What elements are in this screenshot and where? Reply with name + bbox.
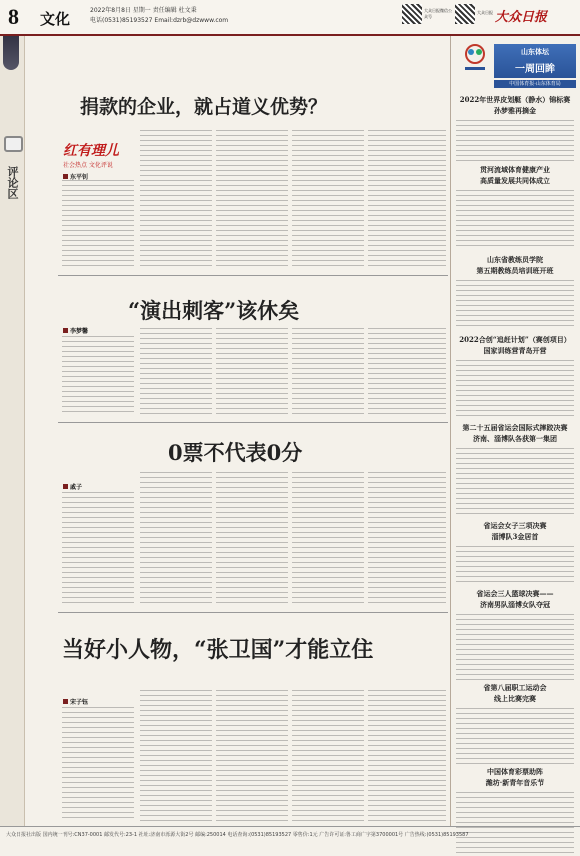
text-block xyxy=(456,360,574,420)
sports-headline-6: 省运会女子三项决赛 淄博队3金居首 xyxy=(483,521,547,541)
text-column xyxy=(216,472,288,604)
column-ornament xyxy=(63,140,119,169)
text-column xyxy=(292,690,364,822)
text-column xyxy=(140,328,212,416)
right-panel xyxy=(452,36,578,826)
column-divider xyxy=(450,36,451,826)
sports-headline-4: 2022合创“追赶计划”（赛创项目） 国家训练营青岛开营 xyxy=(459,335,571,355)
qr-code-icon xyxy=(402,4,422,24)
byline-4: 宋子钰 xyxy=(63,697,88,706)
text-column xyxy=(368,472,446,604)
banner-sub: 中国体育报·山东体育局 xyxy=(494,80,576,88)
article-title-4: 当好小人物，“张卫国”才能立住 xyxy=(62,637,374,663)
text-column xyxy=(368,130,446,268)
text-column xyxy=(62,180,134,266)
masthead xyxy=(0,0,580,36)
footer-text: 大众日报社出版 国内统一刊号:CN37-0001 邮发代号:23-1 社址:济南市泺源大街2号 邮编:250014 电话查询:(0531)85193527 零售价:1元 广告许可证:鲁工商广字第3700001号 广告热线:(0531)85193587 xyxy=(6,832,469,838)
text-column xyxy=(62,336,134,416)
text-block xyxy=(456,614,574,680)
text-column xyxy=(292,472,364,604)
newspaper-logo: 大众日报 xyxy=(495,10,548,25)
text-column xyxy=(368,328,446,416)
text-column xyxy=(216,130,288,268)
speech-bubble-icon xyxy=(4,136,23,152)
sidebar-label: 评论区 xyxy=(6,166,19,199)
left-sidebar xyxy=(0,36,25,826)
ornament-subtitle: 社会热点 文化评说 xyxy=(63,162,113,169)
sports-headline-7: 省运会三人篮球决赛—— 济南男队淄博女队夺冠 xyxy=(476,589,554,609)
section-title: 文化 xyxy=(40,10,71,28)
qr2-label: 大众日报 xyxy=(477,10,493,15)
text-block xyxy=(456,120,574,162)
text-block xyxy=(456,190,574,250)
text-column xyxy=(140,690,212,822)
sports-headline-3: 山东省教练员学院 第五期教练员培训班开班 xyxy=(476,255,554,275)
page-number: 8 xyxy=(8,4,19,29)
sports-banner xyxy=(494,44,576,78)
sports-logo-icon xyxy=(457,40,493,76)
sports-headline-5: 第二十五届省运会国际式摔跤决赛 济南、淄博队各获第一集团 xyxy=(462,423,568,443)
text-column xyxy=(368,690,446,822)
sports-headline-2: 贯河流域体育健康产业 高质量发展共同体成立 xyxy=(480,165,550,185)
header-info xyxy=(90,6,228,26)
text-block xyxy=(456,546,574,586)
qr1-label: 大众日报微信公众号 xyxy=(424,8,452,19)
text-column xyxy=(292,130,364,268)
text-block xyxy=(456,448,574,518)
article-title-3: 0票不代表0分 xyxy=(168,440,303,465)
text-column xyxy=(62,707,134,822)
banner-top: 山东体坛 xyxy=(521,48,549,56)
divider xyxy=(58,422,448,423)
text-column xyxy=(140,130,212,268)
date-line: 2022年8月8日 星期一 责任编辑 杜文秉 xyxy=(90,7,197,14)
contact-line: 电话(0531)85193527 Email:dzrb@dzwww.com xyxy=(90,17,229,24)
pen-icon xyxy=(3,36,19,70)
divider xyxy=(58,275,448,276)
text-column xyxy=(216,328,288,416)
divider xyxy=(58,612,448,613)
banner-main: 一周回眸 xyxy=(515,64,555,75)
article-title-2: “演出刺客”该休矣 xyxy=(128,298,300,323)
text-column xyxy=(140,472,212,604)
article-title-1: 捐款的企业，就占道义优势？ xyxy=(80,96,328,118)
sports-headline-1: 2022年世界皮划艇（静水）锦标赛 孙梦雅再摘金 xyxy=(459,95,571,115)
text-block xyxy=(456,280,574,330)
byline-3: 戚子 xyxy=(63,482,82,491)
byline-2: 李梦馨 xyxy=(63,326,88,335)
byline-1: 东平钊 xyxy=(63,172,88,181)
text-column xyxy=(292,328,364,416)
text-block xyxy=(456,708,574,764)
sports-headline-8: 省第八届职工运动会 线上比赛完赛 xyxy=(483,683,547,703)
text-column xyxy=(62,492,134,604)
text-column xyxy=(216,690,288,822)
ornament-title: 红有理儿 xyxy=(63,143,119,159)
sports-headline-9: 中国体育彩票助阵 潍坊·新青年音乐节 xyxy=(485,767,545,787)
qr-code-icon xyxy=(455,4,475,24)
footer xyxy=(0,826,580,848)
